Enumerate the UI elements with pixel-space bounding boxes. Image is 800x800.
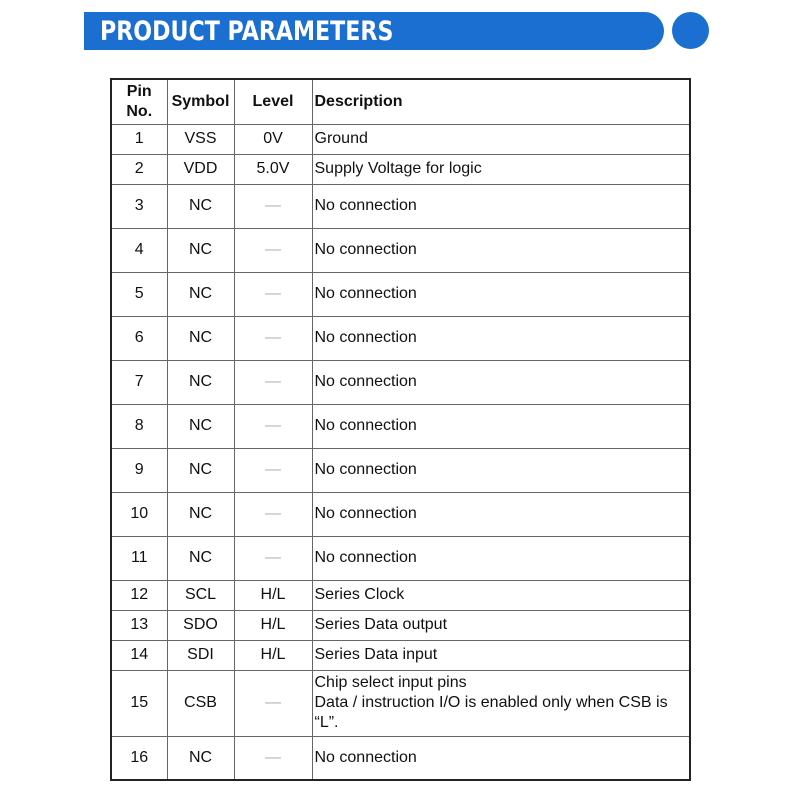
pin-table bbox=[110, 78, 691, 781]
cell-description bbox=[312, 184, 690, 228]
cell-description bbox=[312, 640, 690, 670]
cell-description bbox=[312, 360, 690, 404]
column-header-pin-line: Pin bbox=[126, 82, 152, 100]
cell-symbol: VDD bbox=[167, 154, 234, 184]
cell-symbol: SDI bbox=[167, 640, 234, 670]
cell-symbol: CSB bbox=[167, 670, 234, 736]
table-row bbox=[111, 316, 690, 360]
cell-symbol: SDO bbox=[167, 610, 234, 640]
cell-symbol: NC bbox=[167, 492, 234, 536]
description-line: No connection bbox=[314, 241, 417, 258]
cell-description bbox=[312, 154, 690, 184]
cell-level: — bbox=[234, 536, 312, 580]
description-line: Data / instruction I/O is enabled only when CSB is bbox=[314, 694, 668, 711]
cell-level: — bbox=[234, 316, 312, 360]
cell-description bbox=[312, 670, 690, 736]
cell-description bbox=[312, 448, 690, 492]
table-row bbox=[111, 154, 690, 184]
cell-symbol: VSS bbox=[167, 124, 234, 154]
cell-symbol: NC bbox=[167, 536, 234, 580]
description-line: No connection bbox=[314, 373, 417, 390]
cell-level: 0V bbox=[234, 124, 312, 154]
cell-pin-no: 13 bbox=[111, 610, 167, 640]
cell-pin-no: 9 bbox=[111, 448, 167, 492]
cell-symbol: NC bbox=[167, 316, 234, 360]
cell-pin-no: 7 bbox=[111, 360, 167, 404]
pin-table-body bbox=[111, 124, 690, 780]
cell-pin-no: 11 bbox=[111, 536, 167, 580]
table-row bbox=[111, 448, 690, 492]
cell-pin-no: 4 bbox=[111, 228, 167, 272]
description-line: No connection bbox=[314, 748, 417, 766]
cell-symbol: NC bbox=[167, 272, 234, 316]
cell-level: H/L bbox=[234, 610, 312, 640]
cell-symbol: NC bbox=[167, 360, 234, 404]
cell-symbol: NC bbox=[167, 228, 234, 272]
cell-description bbox=[312, 580, 690, 610]
page-title: PRODUCT PARAMETERS bbox=[100, 16, 394, 47]
table-row bbox=[111, 228, 690, 272]
table-row bbox=[111, 492, 690, 536]
table-row bbox=[111, 580, 690, 610]
table-row bbox=[111, 404, 690, 448]
column-header-pin bbox=[111, 79, 167, 124]
cell-symbol: NC bbox=[167, 448, 234, 492]
cell-description bbox=[312, 404, 690, 448]
column-header-symbol: Symbol bbox=[167, 79, 234, 124]
cell-level: — bbox=[234, 360, 312, 404]
description-line: Chip select input pins bbox=[314, 674, 467, 691]
description-line: No connection bbox=[314, 461, 417, 478]
table-row bbox=[111, 640, 690, 670]
cell-symbol: SCL bbox=[167, 580, 234, 610]
description-line: No connection bbox=[314, 505, 417, 522]
description-line: No connection bbox=[314, 417, 417, 434]
cell-level: — bbox=[234, 448, 312, 492]
description-line: “L”. bbox=[314, 714, 339, 731]
cell-symbol: NC bbox=[167, 736, 234, 780]
cell-level: — bbox=[234, 404, 312, 448]
table-row bbox=[111, 736, 690, 780]
cell-description bbox=[312, 736, 690, 780]
cell-symbol: NC bbox=[167, 184, 234, 228]
description-line: No connection bbox=[314, 329, 417, 346]
cell-description bbox=[312, 124, 690, 154]
header-dot-decoration bbox=[672, 12, 709, 49]
cell-level: — bbox=[234, 736, 312, 780]
table-row bbox=[111, 536, 690, 580]
table-row bbox=[111, 670, 690, 736]
cell-pin-no: 8 bbox=[111, 404, 167, 448]
cell-level: H/L bbox=[234, 580, 312, 610]
header-banner bbox=[84, 12, 664, 50]
description-line: Ground bbox=[314, 130, 368, 147]
table-row bbox=[111, 124, 690, 154]
cell-description bbox=[312, 536, 690, 580]
column-header-description: Description bbox=[312, 79, 690, 124]
cell-pin-no: 5 bbox=[111, 272, 167, 316]
cell-description bbox=[312, 228, 690, 272]
cell-level: — bbox=[234, 228, 312, 272]
cell-description bbox=[312, 272, 690, 316]
cell-pin-no: 12 bbox=[111, 580, 167, 610]
cell-pin-no: 1 bbox=[111, 124, 167, 154]
cell-description bbox=[312, 610, 690, 640]
description-line: No connection bbox=[314, 549, 417, 566]
column-header-pin-line: No. bbox=[126, 102, 153, 120]
table-header-row bbox=[111, 79, 690, 124]
cell-level: — bbox=[234, 184, 312, 228]
cell-description bbox=[312, 316, 690, 360]
cell-description bbox=[312, 492, 690, 536]
cell-pin-no: 6 bbox=[111, 316, 167, 360]
cell-pin-no: 14 bbox=[111, 640, 167, 670]
cell-pin-no: 10 bbox=[111, 492, 167, 536]
table-row bbox=[111, 184, 690, 228]
cell-pin-no: 15 bbox=[111, 670, 167, 736]
cell-level: — bbox=[234, 670, 312, 736]
description-line: Supply Voltage for logic bbox=[314, 160, 482, 177]
table-row bbox=[111, 360, 690, 404]
table-row bbox=[111, 610, 690, 640]
table-row bbox=[111, 272, 690, 316]
column-header-level: Level bbox=[234, 79, 312, 124]
cell-level: 5.0V bbox=[234, 154, 312, 184]
cell-pin-no: 2 bbox=[111, 154, 167, 184]
cell-pin-no: 3 bbox=[111, 184, 167, 228]
description-line: No connection bbox=[314, 285, 417, 302]
description-line: Series Data input bbox=[314, 646, 438, 663]
cell-level: H/L bbox=[234, 640, 312, 670]
description-line: Series Clock bbox=[314, 586, 405, 603]
cell-level: — bbox=[234, 492, 312, 536]
description-line: No connection bbox=[314, 197, 417, 214]
cell-pin-no: 16 bbox=[111, 736, 167, 780]
cell-level: — bbox=[234, 272, 312, 316]
description-line: Series Data output bbox=[314, 616, 448, 633]
cell-symbol: NC bbox=[167, 404, 234, 448]
